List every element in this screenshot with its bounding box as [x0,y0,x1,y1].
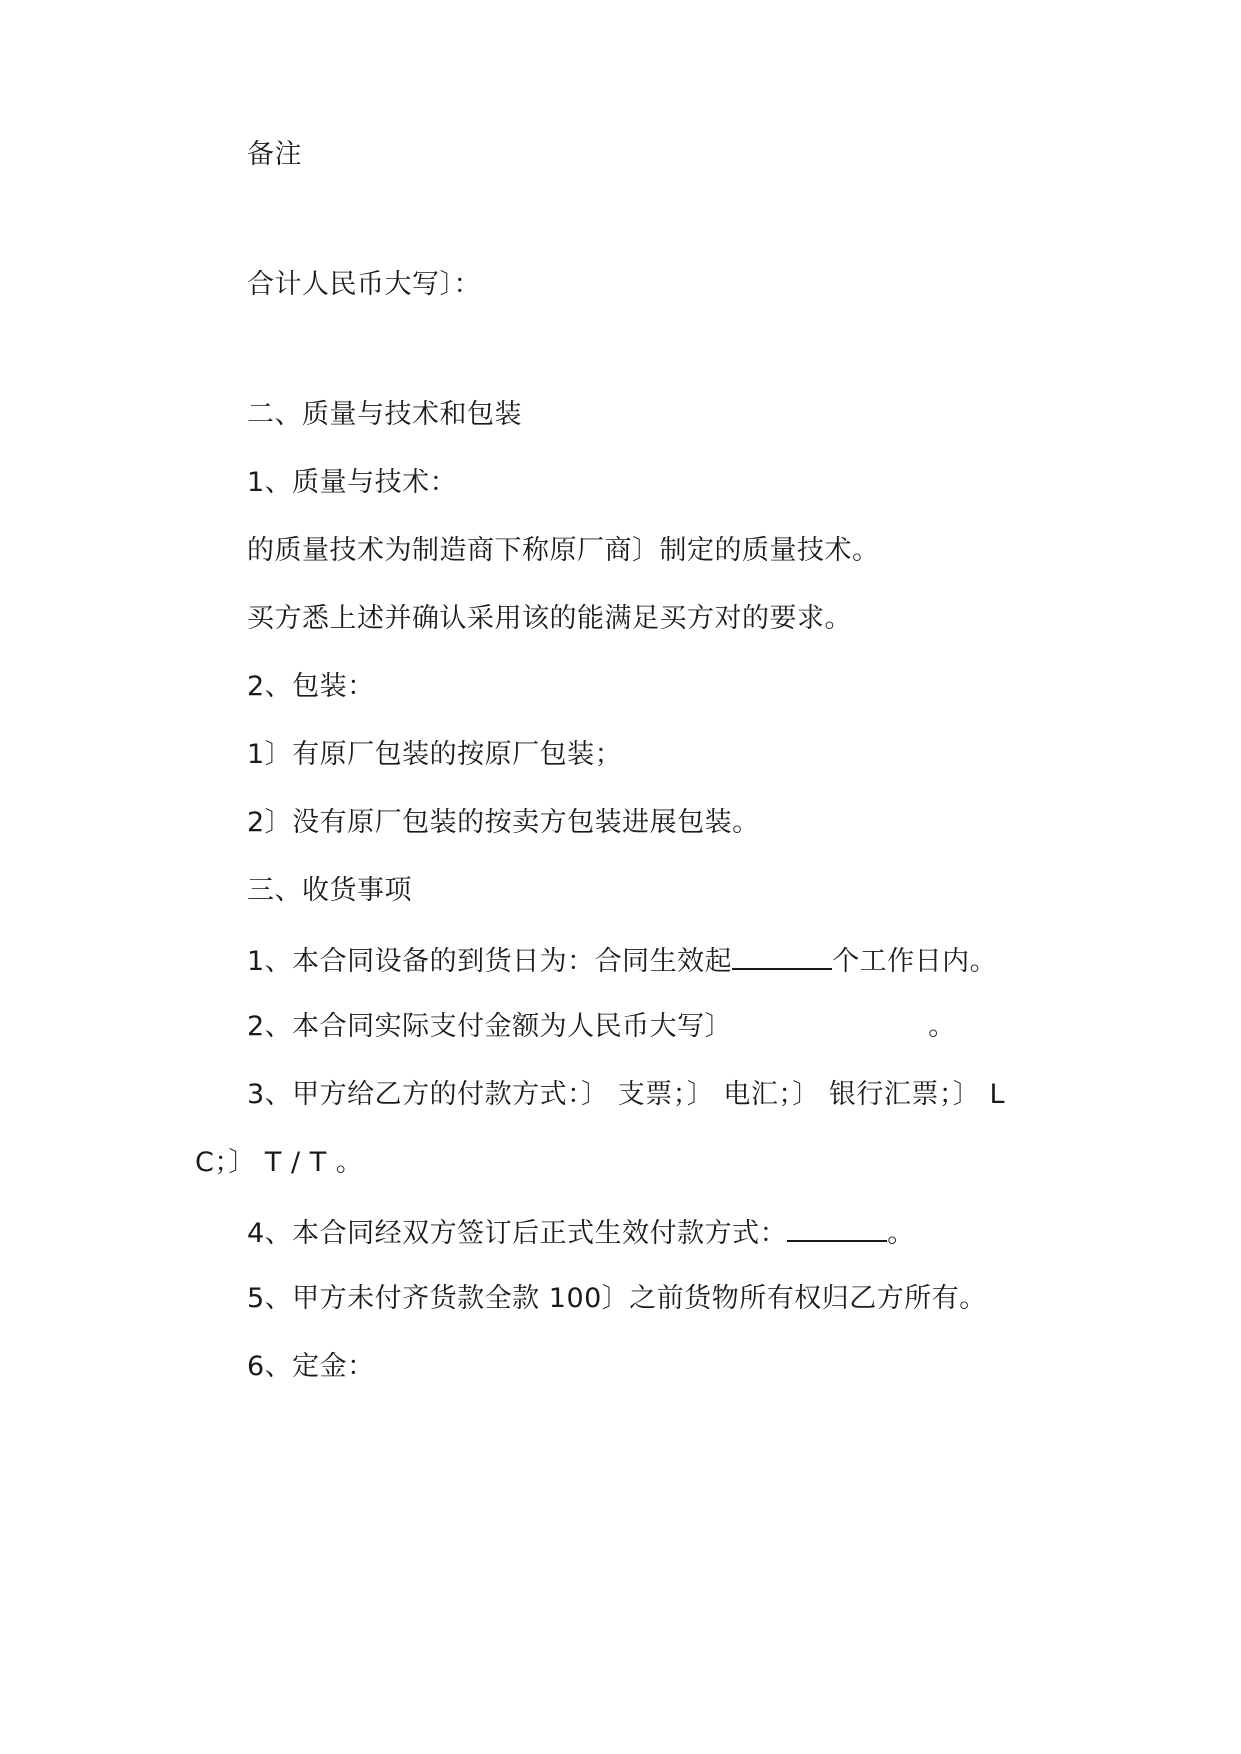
payment-method-blank[interactable] [787,1214,887,1242]
section-3-item-5: 5、甲方未付齐货款全款 100〕之前货物所有权归乙方所有。 [247,1283,987,1314]
delivery-date-text: 1、本合同设备的到货日为：合同生效起 [247,946,733,977]
buyer-confirm-paragraph: 买方悉上述并确认采用该的能满足买方对的要求。 [247,603,852,634]
section-3-item-3-continued: C；〕 T / T 。 [195,1147,364,1178]
section-3-item-6: 6、定金： [247,1351,375,1382]
delivery-date-suffix: 个工作日内。 [832,946,998,977]
payment-amount-text: 2、本合同实际支付金额为人民币大写〕 [247,1011,733,1042]
payment-amount-suffix: 。 [928,1011,956,1042]
packaging-rule-1: 1〕有原厂包装的按原厂包装； [247,739,623,770]
workdays-blank[interactable] [732,942,832,970]
section-3-item-1 [247,942,997,979]
section-2-title: 二、质量与技术和包装 [247,399,522,430]
payment-method-text: 4、本合同经双方签订后正式生效付款方式： [247,1218,788,1249]
section-2-item-1: 1、质量与技术： [247,467,458,498]
section-3-item-2 [247,1010,956,1044]
section-3-item-3: 3、甲方给乙方的付款方式：〕 支票；〕 电汇；〕 银行汇票；〕 L [247,1079,1006,1110]
payment-method-suffix: 。 [887,1218,915,1249]
quality-paragraph: 的质量技术为制造商下称原厂商〕制定的质量技术。 [247,535,880,566]
section-3-item-4 [247,1214,915,1251]
section-3-title: 三、收货事项 [247,875,412,906]
packaging-rule-2: 2〕没有原厂包装的按卖方包装进展包装。 [247,807,760,838]
total-rmb-label: 合计人民币大写〕： [247,269,481,300]
section-2-item-2: 2、包装： [247,671,375,702]
remarks-label: 备注 [247,139,302,170]
